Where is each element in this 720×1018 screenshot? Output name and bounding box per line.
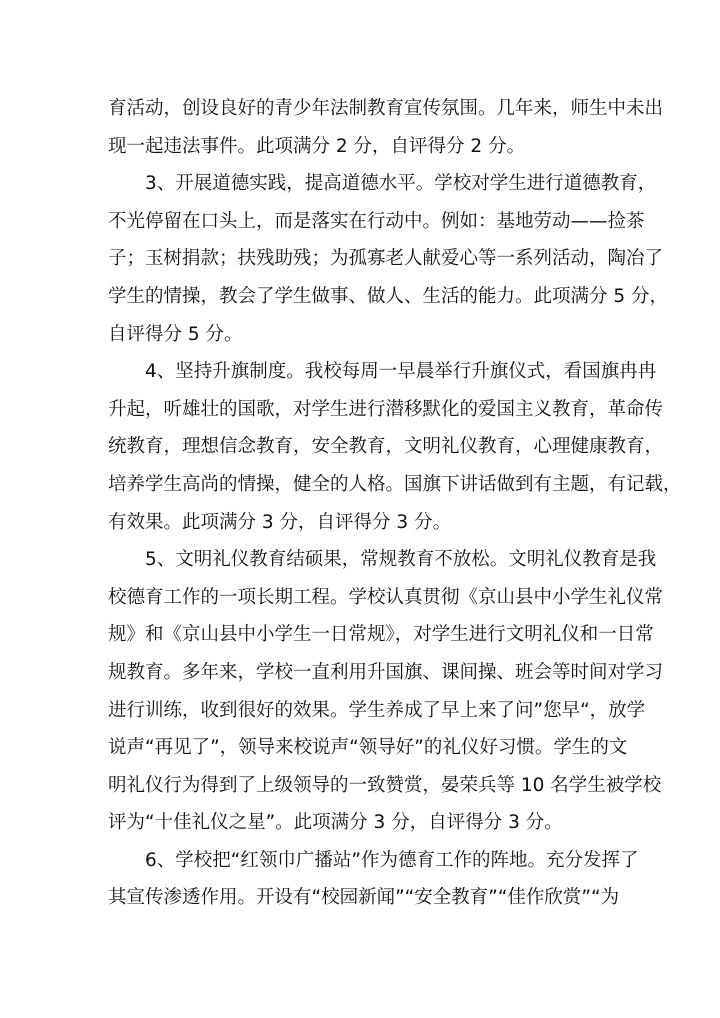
text-line: 有效果。此项满分 3 分，自评得分 3 分。 <box>108 511 452 533</box>
text-line: 统教育，理想信念教育，安全教育，文明礼仪教育，心理健康教育， <box>108 436 664 458</box>
text-line: 不光停留在口头上，而是落实在行动中。例如：基地劳动——捡茶 <box>108 210 645 232</box>
paragraph-5-start: 5、文明礼仪教育结硕果，常规教育不放松。文明礼仪教育是我 <box>145 549 657 571</box>
text-line: 明礼仪行为得到了上级领导的一致赞赏，晏荣兵等 10 名学生被学校 <box>108 774 662 796</box>
text-line: 评为“十佳礼仪之星”。此项满分 3 分，自评得分 3 分。 <box>108 812 563 834</box>
text-line: 育活动，创设良好的青少年法制教育宣传氛围。几年来，师生中未出 <box>108 98 664 119</box>
paragraph-6-start: 6、学校把“红领巾广播站”作为德育工作的阵地。充分发挥了 <box>145 849 639 871</box>
text-line: 说声“再见了”，领导来校说声“领导好”的礼仪好习惯。学生的文 <box>108 737 628 759</box>
text-line: 学生的情操，教会了学生做事、做人、生活的能力。此项满分 5 分， <box>108 285 669 307</box>
paragraph-3-start: 3、开展道德实践，提高道德水平。学校对学生进行道德教育， <box>145 173 657 195</box>
text-line: 进行训练，收到很好的效果。学生养成了早上来了问”您早“，放学 <box>108 699 646 721</box>
text-line: 校德育工作的一项长期工程。学校认真贯彻《京山县中小学生礼仪常 <box>108 586 664 608</box>
text-line: 现一起违法事件。此项满分 2 分，自评得分 2 分。 <box>108 135 526 157</box>
text-line: 升起，听雄壮的国歌，对学生进行潜移默化的爱国主义教育，革命传 <box>108 398 664 420</box>
text-line: 其宣传渗透作用。开设有“校园新闻”“安全教育”“佳作欣赏”“为 <box>108 887 620 909</box>
text-line: 规教育。多年来，学校一直利用升国旗、课间操、班会等时间对学习 <box>108 661 664 683</box>
body-text <box>108 90 682 917</box>
text-line: 自评得分 5 分。 <box>108 323 243 345</box>
text-line: 规》和《京山县中小学生一日常规》，对学生进行文明礼仪和一日常 <box>108 624 654 646</box>
text-line: 子；玉树捐款；扶残助残；为孤寡老人献爱心等一系列活动，陶冶了 <box>108 248 664 270</box>
text-line: 培养学生高尚的情操，健全的人格。国旗下讲话做到有主题，有记载， <box>108 473 682 495</box>
paragraph-4-start: 4、坚持升旗制度。我校每周一早晨举行升旗仪式，看国旗冉冉 <box>145 361 657 383</box>
